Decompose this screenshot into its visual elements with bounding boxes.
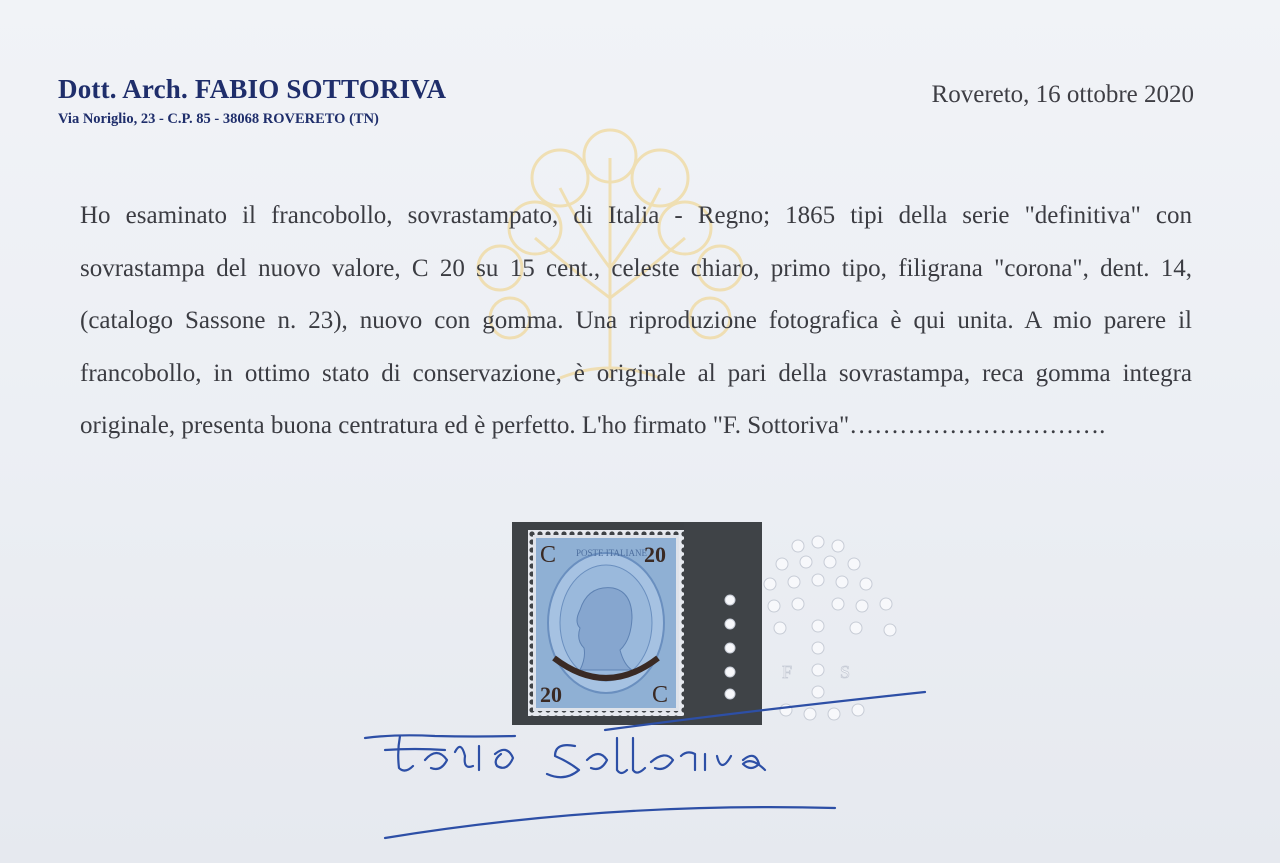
overprint-top-left: C xyxy=(540,542,557,568)
overprint-bottom-left: 20 xyxy=(540,682,562,707)
sender-name: Dott. Arch. FABIO SOTTORIVA xyxy=(58,74,447,104)
place-date: Rovereto, 16 ottobre 2020 xyxy=(931,81,1194,108)
stamp-image xyxy=(528,530,684,716)
seal-letter-f: F xyxy=(782,662,793,682)
handwritten-signature xyxy=(355,690,955,850)
seal-letter-s: S xyxy=(840,662,851,682)
overprint-top-right: 20 xyxy=(644,542,666,567)
stamp-inscription: POSTE ITALIANE xyxy=(576,548,648,558)
letterhead xyxy=(58,76,446,127)
overprint-bottom-right: C xyxy=(652,682,669,708)
sender-address: Via Noriglio, 23 - C.P. 85 - 38068 ROVERETO (TN) xyxy=(58,111,379,127)
certificate-text: Ho esaminato il francobollo, sovrastampato, di Italia - Regno; 1865 tipi della serie "definitiva" con sovrastampa del nuovo valore, C 20 su 15 cent., celeste chiaro, primo tipo, filigrana "corona", dent. 14, (catalogo Sassone n. 23), nuovo con gomma. Una riproduzione fotografica è qui unita. A mio parere il francobollo, in ottimo stato di conservazione, è originale al pari della sovrastampa, reca gomma integra originale, presenta buona centratura ed è perfetto. L'ho firmato "F. Sottoriva"…………………………. xyxy=(80,202,1192,439)
